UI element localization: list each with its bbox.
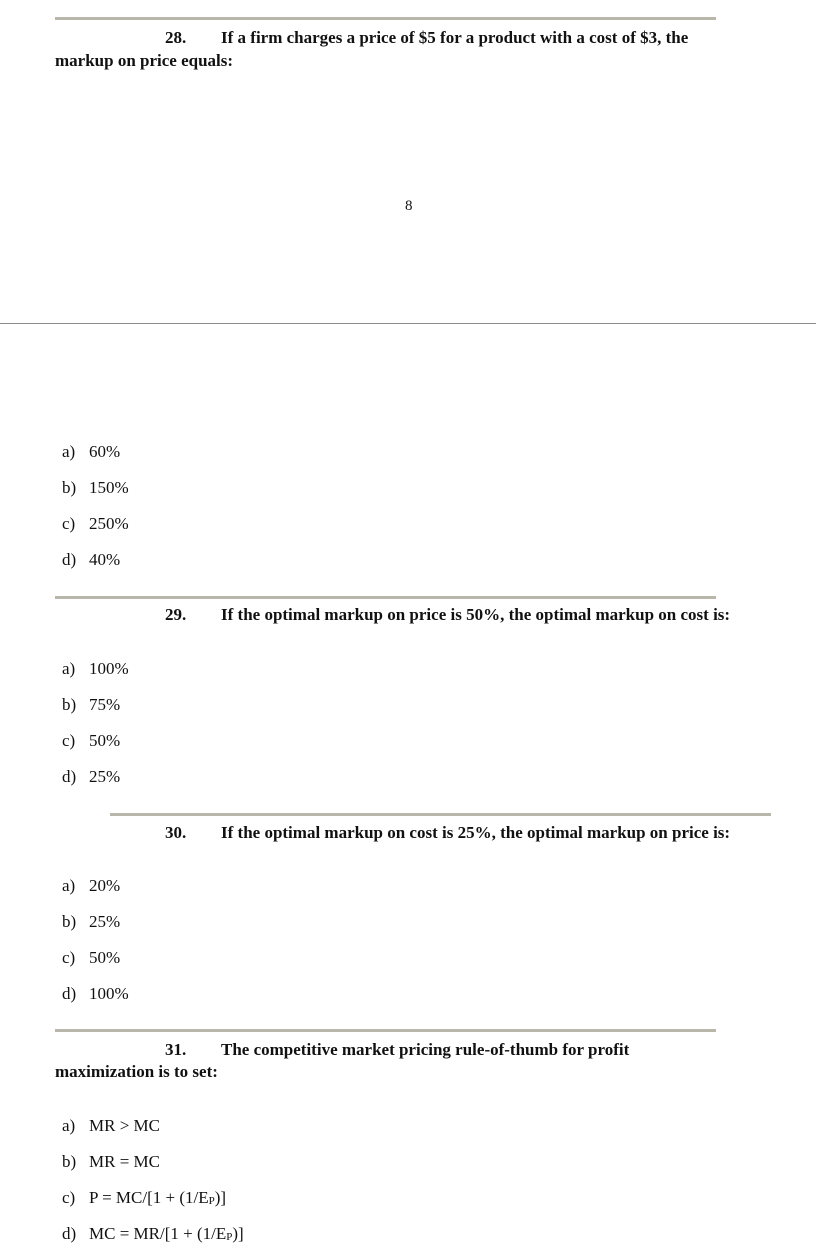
option-text: 50%	[89, 948, 121, 967]
formula-part: )]	[232, 1224, 244, 1243]
question-30-title	[165, 823, 730, 843]
answer-option-d[interactable]	[62, 767, 120, 787]
formula-part: )]	[214, 1188, 227, 1207]
answer-option-c[interactable]	[62, 948, 120, 968]
answer-option-b[interactable]	[62, 1152, 160, 1172]
option-text: 25%	[89, 912, 121, 931]
option-text: 60%	[89, 442, 121, 461]
option-letter: a)	[62, 659, 76, 678]
option-letter: c)	[62, 731, 76, 750]
option-text: 150%	[89, 478, 129, 497]
answer-option-b[interactable]	[62, 695, 120, 715]
option-formula	[89, 1224, 244, 1243]
answer-option-b[interactable]	[62, 912, 120, 932]
option-text: 75%	[89, 695, 121, 714]
option-text: MR > MC	[89, 1116, 160, 1135]
option-letter: c)	[62, 1188, 76, 1207]
separator-rule	[55, 17, 716, 20]
question-number: 31.	[165, 1040, 187, 1059]
option-letter: d)	[62, 1224, 77, 1243]
question-number: 29.	[165, 605, 187, 624]
option-letter: c)	[62, 948, 76, 967]
option-letter: d)	[62, 984, 77, 1003]
option-formula	[89, 1188, 226, 1207]
option-letter: a)	[62, 442, 76, 461]
answer-option-d[interactable]	[62, 550, 120, 570]
question-28-title	[165, 28, 688, 48]
answer-option-c[interactable]	[62, 731, 120, 751]
answer-option-a[interactable]	[62, 1116, 160, 1136]
option-letter: a)	[62, 1116, 76, 1135]
option-text: 20%	[89, 876, 121, 895]
question-31-title	[165, 1040, 629, 1060]
question-text: If the optimal markup on price is 50%, the optimal markup on cost is:	[221, 605, 731, 624]
formula-subscript: P	[226, 1231, 233, 1243]
answer-option-a[interactable]	[62, 442, 120, 462]
formula-subscript: P	[208, 1195, 215, 1207]
question-text: If a firm charges a price of $5 for a product with a cost of $3, the	[221, 28, 689, 47]
option-text: MR = MC	[89, 1152, 160, 1171]
option-text: 250%	[89, 514, 129, 533]
option-text: 100%	[89, 984, 129, 1003]
answer-option-a[interactable]	[62, 876, 120, 896]
option-letter: d)	[62, 550, 77, 569]
answer-option-c[interactable]	[62, 514, 129, 534]
page-break-line	[0, 323, 816, 324]
option-letter: d)	[62, 767, 77, 786]
question-28-text-continued: markup on price equals:	[55, 51, 234, 70]
option-letter: a)	[62, 876, 76, 895]
formula-part: P = MC/[1 + (1/E	[89, 1188, 209, 1207]
answer-option-a[interactable]	[62, 659, 129, 679]
option-text: 40%	[89, 550, 121, 569]
option-text: 25%	[89, 767, 121, 786]
option-text: 100%	[89, 659, 129, 678]
answer-option-d[interactable]	[62, 1224, 244, 1244]
separator-rule	[55, 1029, 716, 1032]
option-letter: b)	[62, 912, 77, 931]
question-number: 30.	[165, 823, 187, 842]
option-letter: c)	[62, 514, 76, 533]
option-text: 50%	[89, 731, 121, 750]
answer-option-b[interactable]	[62, 478, 129, 498]
separator-rule	[55, 596, 716, 599]
separator-rule	[110, 813, 771, 816]
page-number: 8	[405, 198, 413, 214]
option-letter: b)	[62, 478, 77, 497]
answer-option-c[interactable]	[62, 1188, 226, 1208]
option-letter: b)	[62, 695, 77, 714]
formula-part: MC = MR/[1 + (1/E	[89, 1224, 227, 1243]
question-31-text-continued: maximization is to set:	[55, 1062, 218, 1081]
question-text: The competitive market pricing rule-of-thumb for profit	[221, 1040, 630, 1059]
option-letter: b)	[62, 1152, 77, 1171]
question-number: 28.	[165, 28, 187, 47]
question-text: If the optimal markup on cost is 25%, the optimal markup on price is:	[221, 823, 731, 842]
question-29-title	[165, 605, 730, 625]
answer-option-d[interactable]	[62, 984, 129, 1004]
